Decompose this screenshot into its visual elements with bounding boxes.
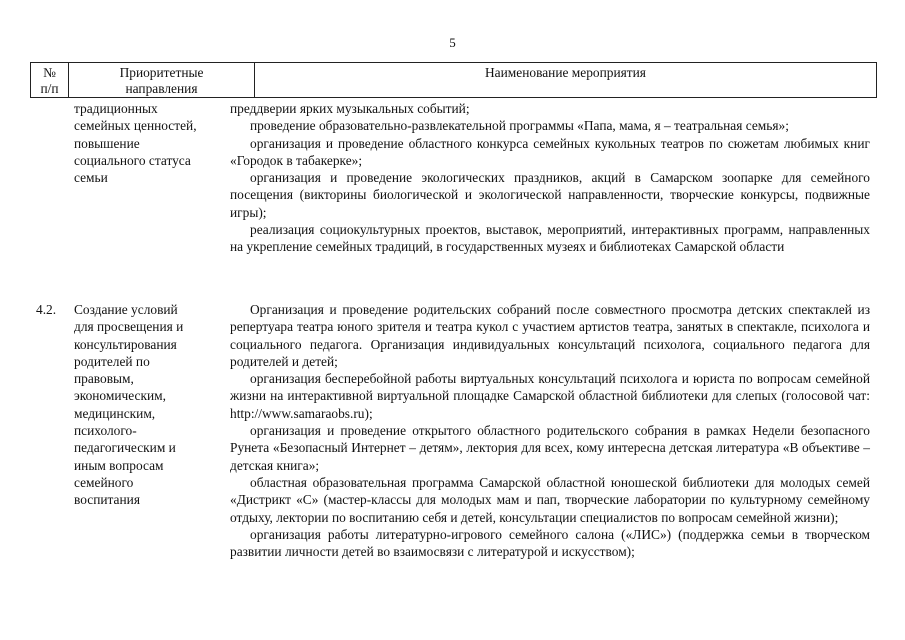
event-paragraph: организация и проведение открытого областного родительского собрания в рамках Недели безопасного Рунета «Безопасный Интернет – детям», лектория для всех, кому интересна детская литература «В объективе – детская книга»; <box>230 423 870 473</box>
header-number-line1: № <box>43 65 56 80</box>
header-number-cell <box>31 63 69 97</box>
direction-line: Создание условий <box>74 302 178 317</box>
event-paragraph: областная образовательная программа Самарской областной юношеской библиотеки для молодых семей «Дистрикт «С» (мастер-классы для молодых мам и пап, творческие лаборатории по культурному семейному отдыху, лектории по воспитанию себя и детей, консультации специалистов по вопросам семейной жизни); <box>230 474 870 525</box>
page-number: 5 <box>449 35 456 50</box>
direction-line: иным вопросам <box>74 457 164 473</box>
direction-line: правовым, <box>74 371 134 387</box>
direction-line: психолого- <box>74 423 137 439</box>
event-paragraph: преддверии ярких музыкальных событий; <box>230 101 470 116</box>
section1-events <box>230 100 870 256</box>
event-paragraph: организация и проведение экологических праздников, акций в Самарском зоопарке для семейного посещения (викторины биологической и экологической направленности, творческие конкурсы, подвижные игры); <box>230 170 870 220</box>
event-paragraph: организация и проведение областного конкурса семейных кукольных театров по сюжетам любимых книг «Городок в табакерке»; <box>230 135 870 168</box>
header-direction-line1: Приоритетные <box>119 65 204 80</box>
header-direction-line2: направления <box>125 81 198 96</box>
event-paragraph: организация бесперебойной работы виртуальных консультаций психолога и юриста по вопросам семейной жизни на интерактивной виртуальной площадке Самарской областной библиотеки для слепых (голосовой чат: http://www.samaraobs.ru); <box>230 371 870 421</box>
direction-line: социального статуса <box>74 152 191 168</box>
section-number: 4.2. <box>36 302 57 317</box>
section2-direction <box>74 301 224 509</box>
event-paragraph: Организация и проведение родительских собраний после совместного просмотра детских спектаклей из репертуара театра юного зрителя и театра кукол с участием артистов театра, занятых в спектакле, психолога и социального педагога. Организация индивидуальных консультаций психолога, социального педагога для родителей и детей; <box>230 302 870 369</box>
direction-line: педагогическим и <box>74 440 176 456</box>
direction-line: экономическим, <box>74 388 166 404</box>
direction-line: повышение <box>74 135 140 151</box>
direction-line: семейного <box>74 474 134 490</box>
event-paragraph: организация работы литературно-игрового семейного салона («ЛИС») (поддержка семьи в творческом развитии личности детей во взаимосвязи с литературой и искусством); <box>230 526 870 560</box>
event-paragraph: реализация социокультурных проектов, выставок, мероприятий, интерактивных программ, направленных на укрепление семейных традиций, в государственных музеях и библиотеках Самарской области <box>230 222 870 255</box>
direction-line: воспитания <box>74 492 140 508</box>
section1-direction <box>74 100 224 186</box>
section2-events <box>230 301 870 560</box>
header-number-line2: п/п <box>40 81 59 96</box>
direction-line: медицинским, <box>74 405 156 421</box>
direction-line: традиционных <box>74 101 158 116</box>
direction-line: семьи <box>74 170 108 186</box>
direction-line: родителей по <box>74 353 150 369</box>
header-event-title: Наименование мероприятия <box>485 65 646 80</box>
event-paragraph: проведение образовательно-развлекательной программы «Папа, мама, я – театральная семья»; <box>250 118 789 134</box>
direction-line: семейных ценностей, <box>74 118 197 134</box>
header-direction-cell <box>69 63 255 97</box>
header-event-cell <box>255 63 876 97</box>
table-header <box>30 62 877 98</box>
direction-line: консультирования <box>74 336 177 352</box>
direction-line: для просвещения и <box>74 319 184 335</box>
